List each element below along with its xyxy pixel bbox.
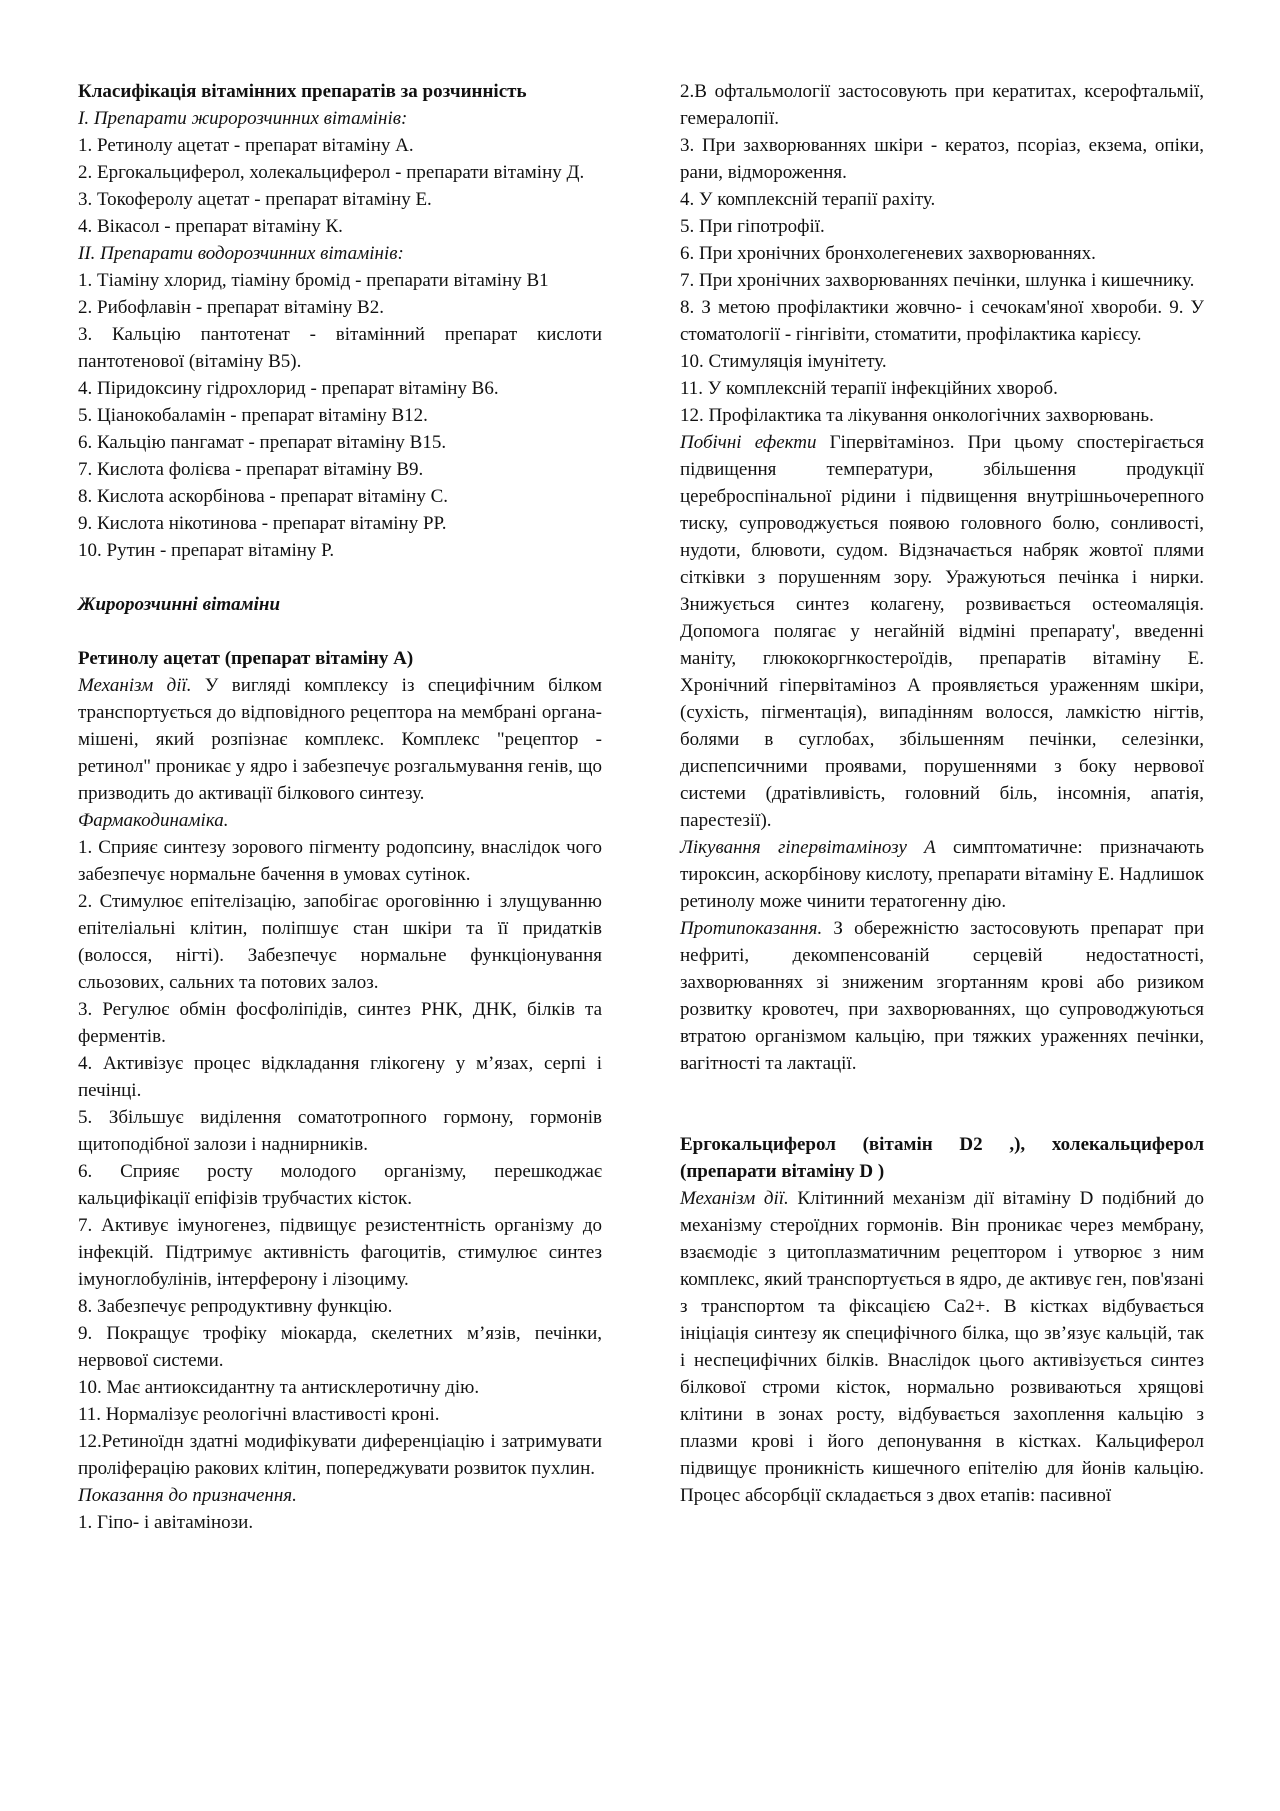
contraindications-paragraph [680,915,1204,1077]
list-item: 10. Рутин - препарат вітаміну Р. [78,540,335,561]
side-effects-paragraph [680,429,1204,834]
list-item: 5. При гіпотрофії. [680,216,825,237]
treatment-text: симптоматичне: призначають тироксин, аскорбінову кислоту, препарати вітаміну Е. Надлишок ретинолу може чинити тератогенну дію. [680,837,1204,912]
retinol-title: Ретинолу ацетат (препарат вітаміну А) [78,648,414,669]
list-item: 9. Покращує трофіку міокарда, скелетних м’язів, печінки, нервової системи. [78,1323,602,1371]
list-item: 4. Піридоксину гідрохлорид - препарат вітаміну В6. [78,378,499,399]
list-item: 8. З метою профілактики жовчно- і сечокам'яної хвороби. 9. У стоматології - гінгівіти, стоматити, профілактика карієсу. [680,297,1204,345]
list-item: 3. Регулює обмін фосфоліпідів, синтез РНК, ДНК, білків та ферментів. [78,999,602,1047]
list-item: 1. Тіаміну хлорид, тіаміну бромід - препарати вітаміну В1 [78,270,549,291]
list-item: 5. Ціанокобаламін - препарат вітаміну В12. [78,405,428,426]
list-item: 3. Токоферолу ацетат - препарат вітаміну Е. [78,189,432,210]
list-item: 2. Стимулює епітелізацію, запобігає ороговінню і злущуванню епітеліальні клітин, поліпшує стан шкіри та її придатків (волосся, нігті). Забезпечує нормальне функціонування сльозових, сальних та потових залоз. [78,891,602,993]
treatment-paragraph [680,834,1204,915]
mechanism-paragraph [78,672,602,807]
list-item: 10. Має антиоксидантну та антисклеротичну дію. [78,1377,480,1398]
contraindications-label: Протипоказання. [680,918,823,939]
list-item: 10. Стимуляція імунітету. [680,351,887,372]
left-column [78,78,602,1536]
treatment-label: Лікування гіпервітамінозу А [680,837,936,858]
list-item: 8. Забезпечує репродуктивну функцію. [78,1296,393,1317]
ergo-mechanism-paragraph [680,1185,1204,1509]
list-item: 7. Активує імуногенез, підвищує резистентність організму до інфекцій. Підтримує активність фагоцитів, стимулює синтез імуноглобулінів, інтерферону і лізоциму. [78,1215,602,1290]
list-item: 2. Ергокальциферол, холекальциферол - препарати вітаміну Д. [78,162,585,183]
side-effects-text: Гіпервітаміноз. При цьому спостерігається підвищення температури, збільшення продукції цереброспінальної рідини і підвищення внутрішньочерепного тиску, супроводжується появою головного болю, сонливості, нудоти, блювоти, судом. Відзначається набряк жовтої плями сітківки з порушенням зору. Уражуються печінка і нирки. Знижується синтез колагену, розвивається остеомаляція. Допомога полягає у негайній відміні препарату', введенні маніту, глюкокоргнкостероїдів, препаратів вітаміну Е. Хронічний гіпервітаміноз А проявляється ураженням шкіри, (сухість, пігментація), випадінням волосся, ламкістю нігтів, болями в суглобах, збільшенням печінки, селезінки, диспепсичними проявами, порушеннями з боку нервової системи (дратівливість, головний біль, інсомнія, апатія, парестезії). [680,432,1204,831]
list-item: 4. Вікасол - препарат вітаміну К. [78,216,343,237]
contraindications-text: З обережністю застосовують препарат при нефриті, декомпенсованій серцевій недостатності, захворюваннях зі зниженим згортанням крові або ризиком розвитку кровотеч, при захворюваннях, що супроводжуються втратою організмом кальцію, при тяжких ураженнях печінки, вагітності та лактації. [680,918,1204,1074]
list-item: 12. Профілактика та лікування онкологічних захворювань. [680,405,1154,426]
list-item: 5. Збільшує виділення соматотропного гормону, гормонів щитоподібної залози і наднирників. [78,1107,602,1155]
list-item: 4. У комплексній терапії рахіту. [680,189,936,210]
list-item: 9. Кислота нікотинова - препарат вітаміну РР. [78,513,447,534]
list-item: 7. При хронічних захворюваннях печінки, шлунка і кишечнику. [680,270,1195,291]
list-item: 2. Рибофлавін - препарат вітаміну В2. [78,297,384,318]
list-item: 1. Ретинолу ацетат - препарат вітаміну А. [78,135,414,156]
list-item: 3. При захворюваннях шкіри - кератоз, псоріаз, екзема, опіки, рани, відмороження. [680,135,1204,183]
fat-soluble-list [78,132,602,240]
list-item: 12.Ретиноїдн здатні модифікувати диференціацію і затримувати проліферацію ракових клітин, попереджувати розвиток пухлин. [78,1431,602,1479]
water-soluble-header: ІІ. Препарати водорозчинних вітамінів: [78,243,404,264]
water-soluble-list [78,267,602,564]
fat-soluble-header: І. Препарати жиророзчинних вітамінів: [78,108,408,129]
list-item: 4. Активізує процес відкладання глікогену у м’язах, серпі і печінці. [78,1053,602,1101]
ergocalciferol-title: Ергокальциферол (вітамін D2 ,), холекальциферол (препарати вітаміну D ) [680,1134,1204,1182]
list-item: 1. Сприяє синтезу зорового пігменту родопсину, внаслідок чого забезпечує нормальне бачення в умовах сутінок. [78,837,602,885]
list-item: 2.В офтальмології застосовують при кератитах, ксерофтальмії, гемералопії. [680,81,1204,129]
indications-first-item: 1. Гіпо- і авітамінози. [78,1512,254,1533]
mechanism-text: У вигляді комплексу із специфічним білком транспортується до відповідного рецептора на мембрані органа-мішені, який розпізнає комплекс. Комплекс "рецептор - ретинол" проникає у ядро і забезпечує розгальмування генів, що призводить до активації білкового синтезу. [78,675,602,804]
ergo-mechanism-label: Механізм дії. [680,1188,789,1209]
list-item: 7. Кислота фолієва - препарат вітаміну В9. [78,459,424,480]
section-title: Жиророзчинні вітаміни [78,594,281,615]
pharmacodynamics-label: Фармакодинаміка. [78,810,229,831]
side-effects-label: Побічні ефекти [680,432,817,453]
mechanism-label: Механізм дії. [78,675,192,696]
indications-label: Показання до призначення. [78,1485,297,1506]
list-item: 11. У комплексній терапії інфекційних хвороб. [680,378,1058,399]
list-item: 3. Кальцію пантотенат - вітамінний препарат кислоти пантотенової (вітаміну В5). [78,324,602,372]
list-item: 6. При хронічних бронхолегеневих захворюваннях. [680,243,1096,264]
list-item: 11. Нормалізує реологічні властивості кроні. [78,1404,440,1425]
classification-title: Класифікація вітамінних препаратів за розчинність [78,81,527,102]
list-item: 6. Кальцію пангамат - препарат вітаміну В15. [78,432,447,453]
pharmacodynamics-list [78,834,602,1482]
ergo-mechanism-text: Клітинний механізм дії вітаміну D подібний до механізму стероїдних гормонів. Він проникає через мембрану, взаємодіє з цитоплазматичним рецептором і утворює з ним комплекс, який транспортується в ядро, де активує ген, пов'язані з транспортом та фіксацією Са2+. В кістках відбувається ініціація синтезу як специфічного білка, що зв’язує кальцій, так і неспецифічних білків. Внаслідок цього активізується синтез білкової строми кісток, нормально розвиваються хрящові клітини в зонах росту, відбувається захоплення кальцію з плазми крові і його депонування в кістках. Кальциферол підвищує проникність кишечного епітелію для йонів кальцію. Процес абсорбції складається з двох етапів: пасивної [680,1188,1204,1506]
indications-list [680,78,1204,429]
list-item: 8. Кислота аскорбінова - препарат вітаміну С. [78,486,449,507]
list-item: 6. Сприяє росту молодого організму, перешкоджає кальцифікації епіфізів трубчастих кісток. [78,1161,602,1209]
right-column [680,78,1204,1509]
